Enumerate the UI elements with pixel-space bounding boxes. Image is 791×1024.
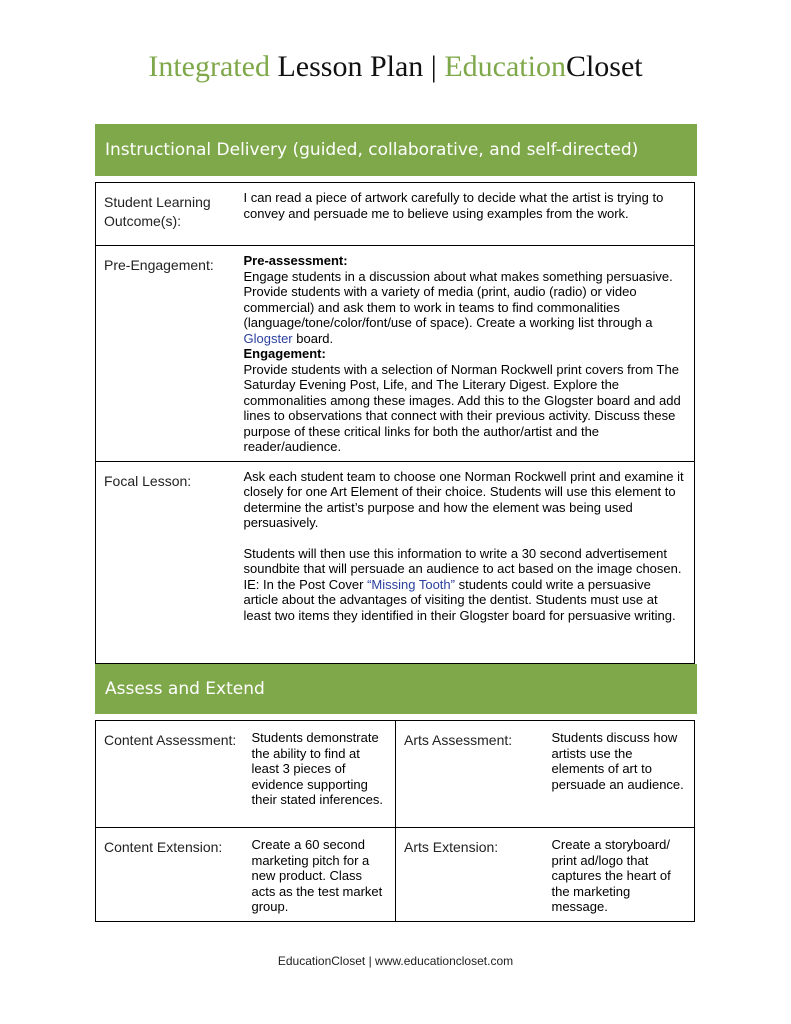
- outcome-label: Student Learning Outcome(s):: [96, 183, 236, 246]
- table-row: [96, 721, 695, 828]
- title-integrated: Integrated: [148, 50, 270, 83]
- focal-lesson-para2-a: Students will then use this information to write a 30 second advertisement soundbite that will persuade an audience to act based on the image chosen. IE: In the Post Cover: [243, 545, 682, 592]
- content-extension-text: Create a 60 second marketing pitch for a new product. Class acts as the test market group.: [244, 828, 396, 922]
- arts-extension-text: Create a storyboard/ print ad/logo that captures the heart of the marketing message.: [544, 828, 695, 922]
- pre-assessment-text-a: Engage students in a discussion about what makes something persuasive. Provide students with a variety of media (print, audio (radio) or video commercial) and ask them to work in teams to find commonalities (language/tone/color/font/use of space). Create a working list through a: [243, 268, 673, 330]
- assess-extend-table: [95, 720, 695, 922]
- engagement-heading: Engagement:: [243, 346, 326, 361]
- section-heading-assess-extend: Assess and Extend: [95, 664, 697, 714]
- table-row: [96, 183, 695, 246]
- table-row: [96, 246, 695, 462]
- pre-engagement-label: Pre-Engagement:: [96, 246, 236, 462]
- section-heading-instructional-delivery: Instructional Delivery (guided, collaborative, and self-directed): [95, 124, 697, 176]
- arts-extension-label: Arts Extension:: [396, 828, 544, 922]
- pre-assessment-text-b: board.: [292, 330, 334, 346]
- focal-lesson-label: Focal Lesson:: [96, 461, 236, 663]
- pre-engagement-content: [236, 246, 695, 462]
- focal-lesson-content: [236, 461, 695, 663]
- title-lesson-plan: Lesson Plan |: [269, 50, 445, 83]
- table-row: [96, 461, 695, 663]
- table-row: [96, 828, 695, 922]
- content-assessment-text: Students demonstrate the ability to find at least 3 pieces of evidence supporting their stated inferences.: [244, 721, 396, 828]
- arts-assessment-text: Students discuss how artists use the elements of art to persuade an audience.: [544, 721, 695, 828]
- title-closet: Closet: [565, 50, 643, 83]
- focal-lesson-para2: [244, 546, 687, 624]
- content-assessment-label: Content Assessment:: [96, 721, 244, 828]
- arts-assessment-label: Arts Assessment:: [396, 721, 544, 828]
- title-education: Education: [444, 50, 566, 83]
- pre-assessment-text: [244, 269, 687, 347]
- missing-tooth-link[interactable]: “Missing Tooth”: [367, 576, 455, 592]
- focal-lesson-para1: Ask each student team to choose one Norman Rockwell print and examine it closely for one Art Element of their choice. Students will use this element to determine the artist’s purpose and how the element was being used persuasively.: [243, 468, 684, 530]
- engagement-text: Provide students with a selection of Norman Rockwell print covers from The Saturday Evening Post, Life, and The Literary Digest. Explore the commonalities among these images. Add this to the Glogster board and add lines to observations that connect with their previous activity. Discuss these purpose of these critical links for both the author/artist and the reader/audience.: [243, 361, 681, 454]
- footer: EducationCloset | www.educationcloset.com: [277, 954, 514, 968]
- page-title: [0, 50, 791, 84]
- focal-lesson-para2-b: students could write a persuasive article about the advantages of visiting the dentist. Students must use at least two items they identified in their Glogster board for persuasive writing.: [243, 576, 676, 623]
- pre-assessment-heading: Pre-assessment:: [243, 253, 348, 268]
- instructional-delivery-table: [95, 182, 695, 664]
- outcome-text: I can read a piece of artwork carefully to decide what the artist is trying to convey and persuade me to believe using examples from the work.: [236, 183, 695, 246]
- content-extension-label: Content Extension:: [96, 828, 244, 922]
- glogster-link[interactable]: Glogster: [243, 330, 293, 346]
